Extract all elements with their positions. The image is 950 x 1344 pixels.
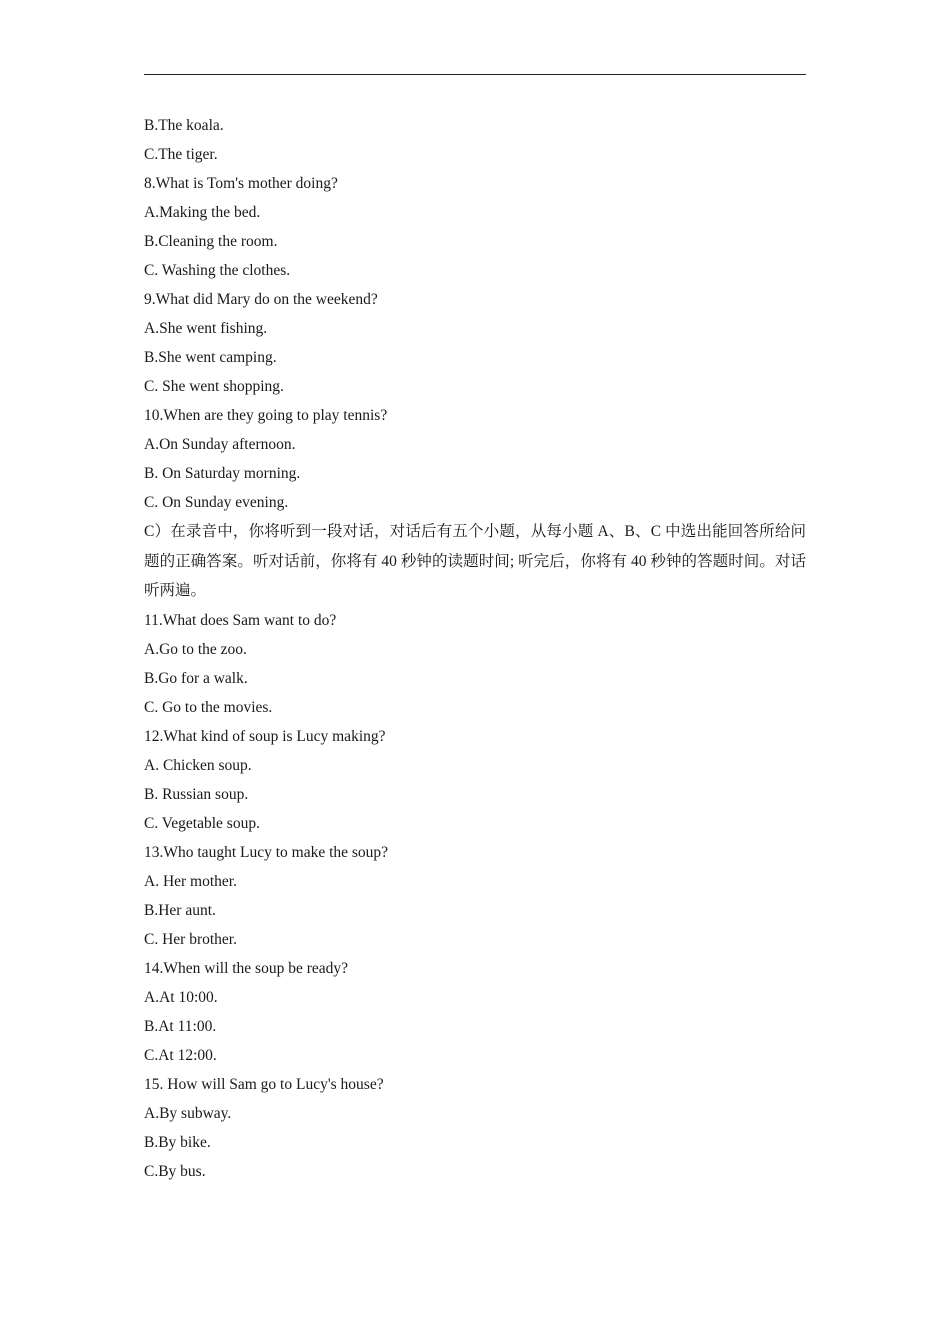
section-c-instruction: C）在录音中，你将听到一段对话，对话后有五个小题，从每小题 A、B、C 中选出能回答所给问题的正确答案。听对话前，你将有 40 秒钟的读题时间; 听完后，你将有 40 秒钟的答题时间。对话听两遍。 [144, 523, 806, 599]
answer-option: A.She went fishing. [144, 320, 268, 337]
answer-option: C. On Sunday evening. [144, 494, 289, 511]
answer-option: B. On Saturday morning. [144, 465, 301, 482]
answer-option: B.By bike. [144, 1133, 211, 1151]
answer-option: A.Go to the zoo. [144, 640, 247, 658]
answer-option: B.Go for a walk. [144, 669, 248, 687]
answer-option: C. Washing the clothes. [144, 262, 291, 279]
answer-option: C.By bus. [144, 1162, 206, 1180]
answer-option: C. Vegetable soup. [144, 814, 260, 832]
answer-option: C.The tiger. [144, 146, 218, 163]
question-text: 9.What did Mary do on the weekend? [144, 291, 378, 308]
question-text: 13.Who taught Lucy to make the soup? [144, 843, 389, 861]
answer-option: A. Her mother. [144, 872, 237, 890]
question-text: 14.When will the soup be ready? [144, 959, 349, 977]
answer-option: B.Cleaning the room. [144, 233, 278, 250]
answer-option: B. Russian soup. [144, 785, 249, 803]
answer-option: A.Making the bed. [144, 204, 261, 221]
answer-option: A.At 10:00. [144, 988, 218, 1006]
question-list-part-b [144, 111, 806, 517]
answer-option: B.At 11:00. [144, 1017, 217, 1035]
answer-option: A. Chicken soup. [144, 756, 252, 774]
answer-option: C.At 12:00. [144, 1046, 217, 1064]
header-rule [144, 74, 806, 75]
page-content [144, 111, 806, 1186]
question-text: 10.When are they going to play tennis? [144, 407, 388, 424]
answer-option: C. Her brother. [144, 930, 237, 948]
answer-option: C. Go to the movies. [144, 698, 273, 716]
question-text: 8.What is Tom's mother doing? [144, 175, 338, 192]
question-text: 12.What kind of soup is Lucy making? [144, 727, 386, 745]
answer-option: B.The koala. [144, 117, 224, 134]
answer-option: B.Her aunt. [144, 901, 216, 919]
answer-option: A.On Sunday afternoon. [144, 436, 296, 453]
question-list-part-c [144, 606, 806, 1186]
answer-option: C. She went shopping. [144, 378, 284, 395]
question-text: 11.What does Sam want to do? [144, 611, 337, 629]
answer-option: B.She went camping. [144, 349, 277, 366]
question-text: 15. How will Sam go to Lucy's house? [144, 1075, 384, 1093]
answer-option: A.By subway. [144, 1104, 232, 1122]
